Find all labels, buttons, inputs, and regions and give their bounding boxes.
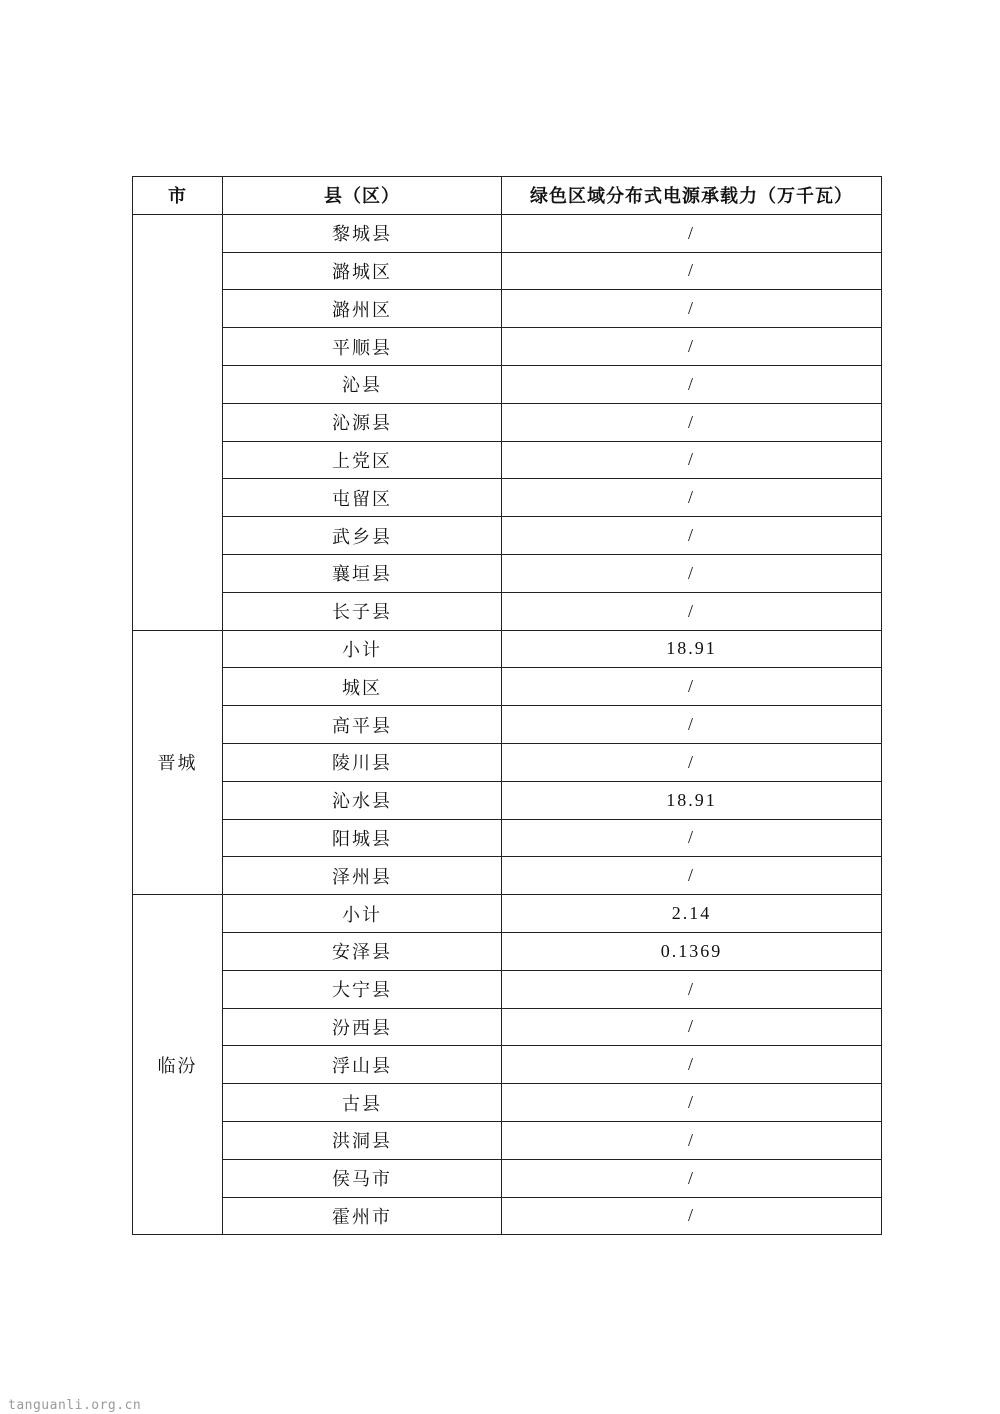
- table-row: [133, 592, 882, 630]
- table-row: [133, 1159, 882, 1197]
- capacity-value-cell: /: [502, 1046, 882, 1084]
- table-row: [133, 932, 882, 970]
- header-city: 市: [133, 177, 223, 215]
- table-row: [133, 668, 882, 706]
- capacity-value-cell: 18.91: [502, 781, 882, 819]
- county-cell: 古县: [223, 1084, 502, 1122]
- capacity-value-cell: /: [502, 252, 882, 290]
- county-cell: 小计: [223, 895, 502, 933]
- subtotal-row: [133, 630, 882, 668]
- capacity-value-cell: /: [502, 706, 882, 744]
- county-cell: 浮山县: [223, 1046, 502, 1084]
- city-cell: [133, 214, 223, 630]
- county-cell: 屯留区: [223, 479, 502, 517]
- county-cell: 泽州县: [223, 857, 502, 895]
- county-cell: 襄垣县: [223, 554, 502, 592]
- table-row: [133, 517, 882, 555]
- capacity-value-cell: /: [502, 441, 882, 479]
- county-cell: 侯马市: [223, 1159, 502, 1197]
- table-row: [133, 441, 882, 479]
- capacity-value-cell: /: [502, 479, 882, 517]
- table-row: [133, 328, 882, 366]
- table-row: [133, 365, 882, 403]
- table-row: [133, 781, 882, 819]
- table-row: [133, 1197, 882, 1235]
- table-row: [133, 819, 882, 857]
- capacity-value-cell: /: [502, 290, 882, 328]
- county-cell: 小计: [223, 630, 502, 668]
- county-cell: 长子县: [223, 592, 502, 630]
- county-cell: 黎城县: [223, 214, 502, 252]
- capacity-table: [132, 176, 882, 1235]
- table-row: [133, 1046, 882, 1084]
- watermark: tanguanli.org.cn: [8, 1398, 142, 1413]
- county-cell: 洪洞县: [223, 1121, 502, 1159]
- table-row: [133, 214, 882, 252]
- county-cell: 沁县: [223, 365, 502, 403]
- capacity-value-cell: /: [502, 857, 882, 895]
- capacity-value-cell: /: [502, 403, 882, 441]
- table-row: [133, 970, 882, 1008]
- table-row: [133, 252, 882, 290]
- capacity-value-cell: 18.91: [502, 630, 882, 668]
- city-cell: 晋城: [133, 630, 223, 895]
- county-cell: 阳城县: [223, 819, 502, 857]
- capacity-value-cell: /: [502, 592, 882, 630]
- capacity-value-cell: /: [502, 517, 882, 555]
- table-row: [133, 1084, 882, 1122]
- capacity-value-cell: /: [502, 1159, 882, 1197]
- header-county: 县（区）: [223, 177, 502, 215]
- capacity-value-cell: /: [502, 554, 882, 592]
- county-cell: 大宁县: [223, 970, 502, 1008]
- capacity-value-cell: /: [502, 328, 882, 366]
- county-cell: 汾西县: [223, 1008, 502, 1046]
- table-row: [133, 1121, 882, 1159]
- subtotal-row: [133, 895, 882, 933]
- county-cell: 潞州区: [223, 290, 502, 328]
- capacity-value-cell: /: [502, 1197, 882, 1235]
- county-cell: 潞城区: [223, 252, 502, 290]
- county-cell: 霍州市: [223, 1197, 502, 1235]
- capacity-value-cell: /: [502, 1121, 882, 1159]
- county-cell: 平顺县: [223, 328, 502, 366]
- table-row: [133, 706, 882, 744]
- capacity-value-cell: /: [502, 668, 882, 706]
- county-cell: 沁源县: [223, 403, 502, 441]
- table-row: [133, 857, 882, 895]
- table-row: [133, 290, 882, 328]
- table-row: [133, 403, 882, 441]
- county-cell: 城区: [223, 668, 502, 706]
- capacity-value-cell: /: [502, 970, 882, 1008]
- table-row: [133, 743, 882, 781]
- table-body: [133, 214, 882, 1235]
- capacity-value-cell: /: [502, 819, 882, 857]
- table-header-row: [133, 177, 882, 215]
- county-cell: 高平县: [223, 706, 502, 744]
- capacity-value-cell: /: [502, 1084, 882, 1122]
- capacity-value-cell: /: [502, 1008, 882, 1046]
- city-cell: 临汾: [133, 895, 223, 1235]
- capacity-value-cell: /: [502, 214, 882, 252]
- table-row: [133, 1008, 882, 1046]
- table-row: [133, 554, 882, 592]
- capacity-value-cell: /: [502, 365, 882, 403]
- table-row: [133, 479, 882, 517]
- county-cell: 陵川县: [223, 743, 502, 781]
- capacity-value-cell: 2.14: [502, 895, 882, 933]
- county-cell: 沁水县: [223, 781, 502, 819]
- capacity-value-cell: 0.1369: [502, 932, 882, 970]
- county-cell: 安泽县: [223, 932, 502, 970]
- county-cell: 武乡县: [223, 517, 502, 555]
- capacity-value-cell: /: [502, 743, 882, 781]
- county-cell: 上党区: [223, 441, 502, 479]
- header-capacity: 绿色区域分布式电源承载力（万千瓦）: [502, 177, 882, 215]
